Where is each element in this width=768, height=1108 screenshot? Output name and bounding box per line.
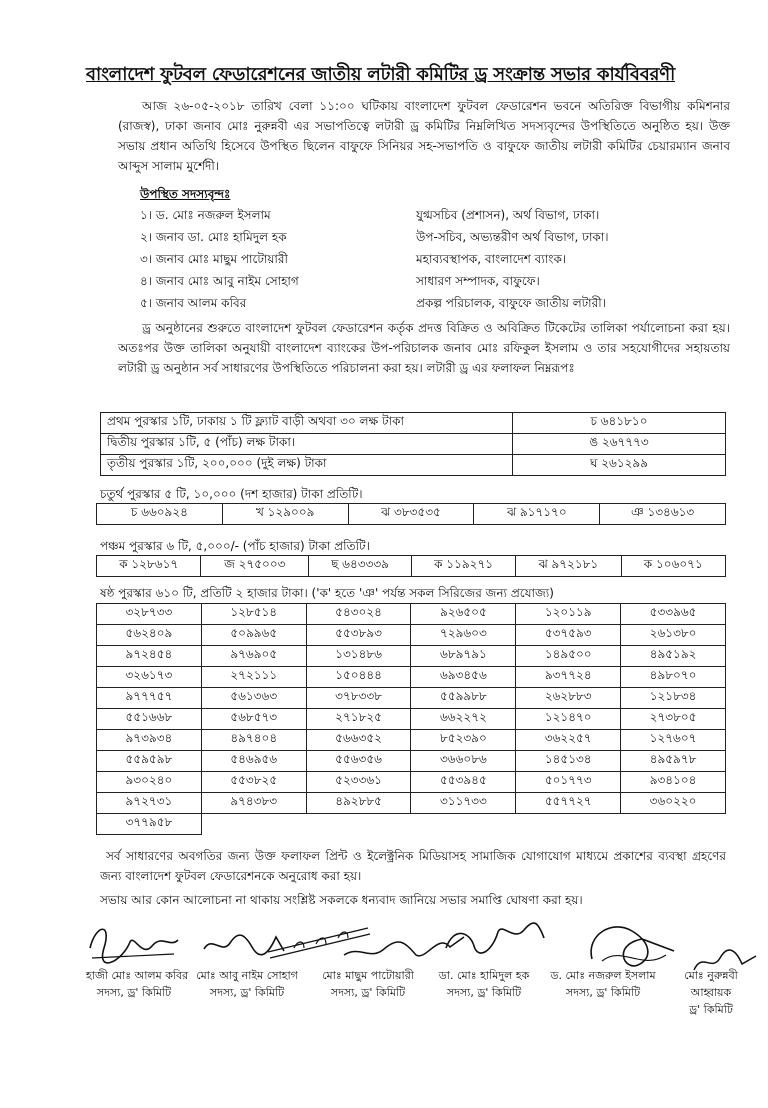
table-row [97,504,726,525]
prize-number: ক ১০৬০৭১ [621,556,725,577]
document-title: বাংলাদেশ ফুটবল ফেডারেশনের জাতীয় লটারী কমিটির ড্র সংক্রান্ত সভার কার্যবিবরণী [86,64,676,85]
table-row [97,556,726,577]
prize-number: ২৬২৮৮৩ [516,688,621,709]
member-designation: প্রকল্প পরিচালক, বাফুফে জাতীয় লটারী। [416,296,606,310]
prize-number: ৫৫৯৫৯৮ [97,751,202,772]
prize-number: ৫৫৬৩৫৬ [306,751,411,772]
member-name: ৫। জনাব আলম কবির [140,296,247,310]
table-row [101,434,726,455]
prize-number: ৫৬৮৫৭৩ [201,709,306,730]
publication-paragraph: সর্ব সাধারণের অবগতির জন্য উক্ত ফলাফল প্রিন্ট ও ইলেক্ট্রনিক মিডিয়াসহ সামাজিক যোগাযোগ মাধ্যমে প্রকাশের ব্যবস্থা গ্রহণের জন্য বাংলাদেশ ফুটবল ফেডারেশনকে অনুরোধ করা হয়। [100,849,726,883]
signature-block [192,967,302,1001]
prize-number: ২৭১৮২৫ [306,709,411,730]
prize-number: ৩২৬১৭৩ [97,667,202,688]
table-row [101,455,726,476]
prize-number: ১২০১১৯ [516,604,621,625]
sixth-prize-table [96,603,726,835]
signature-block [430,967,538,1001]
prize-number: ৯৩৭৭২৪ [516,667,621,688]
closing-paragraph: সভায় আর কোন আলোচনা না থাকায় সংশ্লিষ্ট সকলকে ধন্যবাদ জানিয়ে সভার সমাপ্তি ঘোষণা করা হয়। [100,893,583,907]
prize-number: ৪৯২৮৮৫ [306,793,411,814]
signature-scribble-4 [440,912,550,962]
signatory-name: মোঃ নুরুন্নবী [684,969,738,982]
signature-scribble-1 [82,918,182,968]
table-row [97,709,726,730]
prize-number: ২৬১৩৮০ [621,625,726,646]
intro-paragraph: আজ ২৬-০৫-২০১৮ তারিখ বেলা ১১:০০ ঘটিকায় বাংলাদেশ ফুটবল ফেডারেশন ভবনে অতিরিক্ত বিভাগীয় কমিশনার (রাজস্ব), ঢাকা জনাব মোঃ নুরুন্নবী এর সভাপতিত্বে লটারী ড্র কমিটির নিম্নলিখিত সদস্যবৃন্দের উপস্থিতিতে অনুষ্ঠিত হয়। উক্ত সভায় প্রধান অতিথি হিসেবে উপস্থিত ছিলেন বাফুফে সিনিয়র সহ-সভাপতি ও বাফুফে জাতীয় লটারী কমিটির চেয়ারম্যান জনাব আব্দুস সালাম মুর্শেদী। [118,99,730,173]
prize-number: ১৩১৪৮৬ [306,646,411,667]
fourth-prize-table [96,503,726,525]
table-row [97,625,726,646]
prize-number: ঝ ৩৮৩৫৩৫ [348,504,474,525]
signature-block [312,967,424,1001]
signatory-role: সদস্য, ড্র' কিমিটি [209,986,285,999]
prize-number: ৫৫৩৮৯৩ [306,625,411,646]
prize-number: ১২৭৬০৭ [621,730,726,751]
signatory-role: সদস্য, ড্র' কিমিটি [565,986,641,999]
prize-number: ঝ ৯৭২১৮১ [516,556,621,577]
empty-cell [621,814,726,835]
prize-number: ৫৫৩৮২৫ [201,772,306,793]
prize-number: ৩৬০২২০ [621,793,726,814]
signatory-role: সদস্য, ড্র' কিমিটি [96,986,172,999]
member-row [140,206,680,228]
member-designation: সাধারণ সম্পাদক, বাফুফে। [416,274,540,288]
table-row [97,772,726,793]
member-name: ৩। জনাব মোঃ মাছুম পাটোয়ারী [140,252,288,266]
member-row [140,272,680,294]
prize-number: ৯২৬৫০৫ [411,604,516,625]
prize-number: ৬৬২২৭২ [411,709,516,730]
prize-number: ৫৪৩০২৪ [306,604,411,625]
prize-number: ৫০১৭৭৩ [516,772,621,793]
prize-number: ৪৯৭৪০৪ [201,730,306,751]
prize-number: ৯৭৬৯০৫ [201,646,306,667]
fourth-prize-label: চতুর্থ পুরস্কার ৫ টি, ১০,০০০ (দশ হাজার) টাকা প্রতিটি। [100,487,363,501]
signature-scribble-5 [582,915,682,975]
prize-number: ৩৬২২৫৭ [516,730,621,751]
prize-number: ৯৭৩৯৩৪ [97,730,202,751]
members-list [140,206,680,316]
prize-number: ঙ ২৬৭৭৭৩ [513,434,726,455]
prize-number: ৩১১৭৩৩ [411,793,516,814]
prize-number: ৩২৮৭৩৩ [97,604,202,625]
prize-number: ৯৩০২৪০ [97,772,202,793]
table-row [97,793,726,814]
empty-cell [306,814,411,835]
prize-number: ৫৬১৩৬৩ [201,688,306,709]
prize-number: ৬৮৯৭৯১ [411,646,516,667]
prize-label: তৃতীয় পুরস্কার ১টি, ২০০,০০০ (দুই লক্ষ) টাকা [101,455,513,476]
present-members-heading: উপস্থিত সদস্যবৃন্দঃ [140,187,231,201]
prize-label: দ্বিতীয় পুরস্কার ১টি, ৫ (পাঁচ) লক্ষ টাকা। [101,434,513,455]
prize-number: খ ১২৯০০৯ [222,504,348,525]
member-designation: উপ-সচিব, অভ্যন্তরীণ অর্থ বিভাগ, ঢাকা। [416,230,609,244]
member-row [140,250,680,272]
empty-cell [516,814,621,835]
prize-number: ৪৯৫৯৭৮ [621,751,726,772]
prize-number: ৫৬২৪০৯ [97,625,202,646]
member-designation: মহাব্যবস্থাপক, বাংলাদেশ ব্যাংক। [416,252,567,266]
prize-number: ছ ৬৪৩৩৩৯ [309,556,412,577]
signature-block [86,967,189,1001]
prize-number: ২৭২১১১ [201,667,306,688]
member-name: ৪। জনাব মোঃ আবু নাইম সোহাগ [140,274,299,288]
table-row [97,688,726,709]
member-name: ২। জনাব ডা. মোঃ হামিদুল হক [140,230,287,244]
empty-cell [201,814,306,835]
signatory-name: মোঃ মাছুম পাটোয়ারী [322,969,414,982]
prize-number: ৫৫৯৯৮৮ [411,688,516,709]
prize-number: ৫৪৬৯৫৬ [201,751,306,772]
signatory-name: ড. মোঃ নজরুল ইসলাম [550,969,656,982]
prize-number: ৫০৯৯৬৫ [201,625,306,646]
signatory-name: মোঃ আবু নাইম সোহাগ [196,969,298,982]
empty-cell [411,814,516,835]
prize-number: ৮৫২৩৯০ [411,730,516,751]
prize-label: প্রথম পুরস্কার ১টি, ঢাকায় ১ টি ফ্ল্যাট বাড়ী অথবা ৩০ লক্ষ টাকা [101,413,513,434]
signatory-role: আহ্বায়ক [690,986,732,999]
prize-number: ১২১৪৭০ [516,709,621,730]
prize-number: চ ৬৪১৮১০ [513,413,726,434]
prize-number: ২৭৩৮০৫ [621,709,726,730]
fifth-prize-label: পঞ্চম পুরস্কার ৬ টি, ৫,০০০/- (পাঁচ হাজার) টাকা প্রতিটি। [100,539,370,553]
table-row [97,751,726,772]
signatory-role: সদস্য, ড্র' কিমিটি [446,986,522,999]
prize-number: ৫৫৭৭২৭ [516,793,621,814]
prize-number: ৩৭৮৩৩৮ [306,688,411,709]
prize-number: ১৪৯৫০০ [516,646,621,667]
procedure-paragraph: ড্র অনুষ্ঠানের শুরুতে বাংলাদেশ ফুটবল ফেডারেশন কর্তৃক প্রদত্ত বিক্রিত ও অবিক্রিত টিকেটের তালিকা পর্যালোচনা করা হয়। অতঃপর উক্ত তালিকা অনুযায়ী বাংলাদেশ ব্যাংকের উপ-পরিচালক জনাব মোঃ রফিকুল ইসলাম ও তার সহযোগীদের সহায়তায় লটারী ড্র অনুষ্ঠান সর্ব সাধারণের উপস্থিতিতে পরিচালনা করা হয়। লটারী ড্র এর ফলাফল নিম্নরূপঃ [118,321,730,375]
prize-number: ৯৩৪১০৪ [621,772,726,793]
prize-number: ৫৫১৬৬৮ [97,709,202,730]
prize-number: চ ৬৬০৯২৪ [97,504,223,525]
prize-number: ৭২৯৬০৩ [411,625,516,646]
signature-block-convener [664,967,758,1018]
prize-number: ঘ ২৬১২৯৯ [513,455,726,476]
prize-number: ৫৫৩৯৪৫ [411,772,516,793]
prize-number: ১২১৮৩৪ [621,688,726,709]
prize-number: ৩৬৬০৮৬ [411,751,516,772]
member-designation: যুগ্মসচিব (প্রশাসন), অর্থ বিভাগ, ঢাকা। [416,208,600,222]
prize-number: ৩৭৭৯৫৮ [97,814,202,835]
prize-number: ৫৬৬৩৫২ [306,730,411,751]
prize-number: ৯৭৭৭৫৭ [97,688,202,709]
table-row [97,814,726,835]
sixth-prize-label: ষষ্ঠ পুরস্কার ৬১০ টি, প্রতিটি ২ হাজার টাকা। ('ক' হতে 'ঞ' পর্যন্ত সকল সিরিজের জন্য প্রযোজ্য) [100,586,554,600]
prize-number: ৬৯৩৪৫৬ [411,667,516,688]
fifth-prize-table [96,555,726,577]
table-row [97,646,726,667]
prize-number: ৫৩৩৯৬৫ [621,604,726,625]
member-name: ১। ড. মোঃ নজরুল ইসলাম [140,208,271,222]
prize-number: ১৪৫১৩৪ [516,751,621,772]
prize-number: ৫৩৭৫৯৩ [516,625,621,646]
prize-number: ক ১২৮৬১৭ [97,556,201,577]
prize-number: ঝ ৯১৭১৭০ [474,504,600,525]
prize-number: ৪৯৮০৭০ [621,667,726,688]
prize-number: ৪৯৫১৯২ [621,646,726,667]
prize-number: ১২৮৫১৪ [201,604,306,625]
prize-number: ৯৭৪৩৮৩ [201,793,306,814]
prize-number: ৯৭২৪৫৪ [97,646,202,667]
signatory-name: ডা. মোঃ হামিদুল হক [438,969,530,982]
prize-number: ১৫০৪৪৪ [306,667,411,688]
prize-number: ৫২৩৩৬১ [306,772,411,793]
prize-number: জ ২৭৫০০৩ [201,556,309,577]
prize-number: ৯৭২৭৩১ [97,793,202,814]
table-row [101,413,726,434]
table-row [97,730,726,751]
member-row [140,294,680,316]
top-prizes-table [100,412,726,476]
prize-number: ঞ ১৩৪৬১৩ [600,504,726,525]
table-row [97,604,726,625]
signatory-name: হাজী মোঃ আলম কবির [86,969,189,982]
signatory-committee: ড্র' কিমিটি [689,1003,733,1016]
signature-block [548,967,658,1001]
table-row [97,667,726,688]
prize-number: ক ১১৯২৭১ [411,556,515,577]
signatory-role: সদস্য, ড্র' কিমিটি [330,986,406,999]
member-row [140,228,680,250]
